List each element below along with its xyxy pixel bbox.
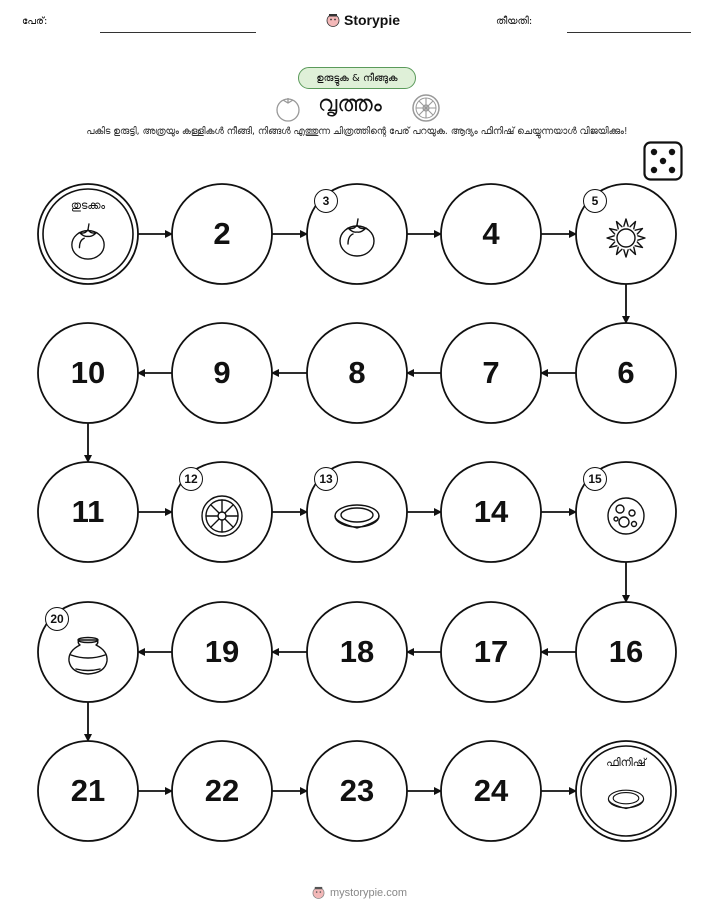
cell-corner-number: 12 xyxy=(179,467,203,491)
storypie-logo-icon xyxy=(312,886,325,899)
cell-corner-number: 15 xyxy=(583,467,607,491)
date-label: തീയതി: xyxy=(496,16,533,27)
cell-number: 23 xyxy=(339,773,375,808)
footer xyxy=(312,886,407,899)
cell-number: 11 xyxy=(71,494,105,529)
name-label: പേര്: xyxy=(22,16,48,27)
cell-corner-number: 3 xyxy=(314,189,338,213)
brand-name: Storypie xyxy=(344,12,401,28)
cell-number: 2 xyxy=(213,216,231,251)
cell-corner-number: 5 xyxy=(583,189,607,213)
cell-number: 21 xyxy=(70,773,106,808)
cell-corner-number: 20 xyxy=(45,607,69,631)
cell-number: 19 xyxy=(204,634,240,669)
cell-number: 22 xyxy=(204,773,240,808)
cell-number: 24 xyxy=(473,773,509,808)
activity-badge: ഉരുട്ടുക & നീങ്ങുക xyxy=(298,67,416,89)
finish-label: ഫിനിഷ് xyxy=(606,756,646,769)
cell-number: 14 xyxy=(473,494,509,529)
instructions: പകിട ഉരുട്ടി, അത്രയും കള്ളികൾ നീങ്ങി, നിങ്ങൾ എത്തുന്ന ചിത്രത്തിന്റെ പേര് പറയുക. ആദ്യം ഫിനിഷ് ചെയ്യുന്നയാൾ വിജയിക്കും! xyxy=(86,126,628,137)
cell-corner-number: 13 xyxy=(314,467,338,491)
cell-number: 6 xyxy=(617,355,635,390)
cell-number: 9 xyxy=(213,355,231,390)
cell-number: 18 xyxy=(339,634,375,669)
footer-url[interactable]: mystorypie.com xyxy=(330,886,408,899)
cell-number: 4 xyxy=(482,216,500,251)
cell-number: 7 xyxy=(482,355,500,390)
start-label: തുടക്കം xyxy=(70,199,106,212)
page-title: വൃത്തം xyxy=(318,92,382,117)
cell-number: 17 xyxy=(473,634,509,669)
cell-number: 8 xyxy=(348,355,366,390)
cell-number: 10 xyxy=(70,355,106,390)
cell-number: 16 xyxy=(608,634,644,669)
